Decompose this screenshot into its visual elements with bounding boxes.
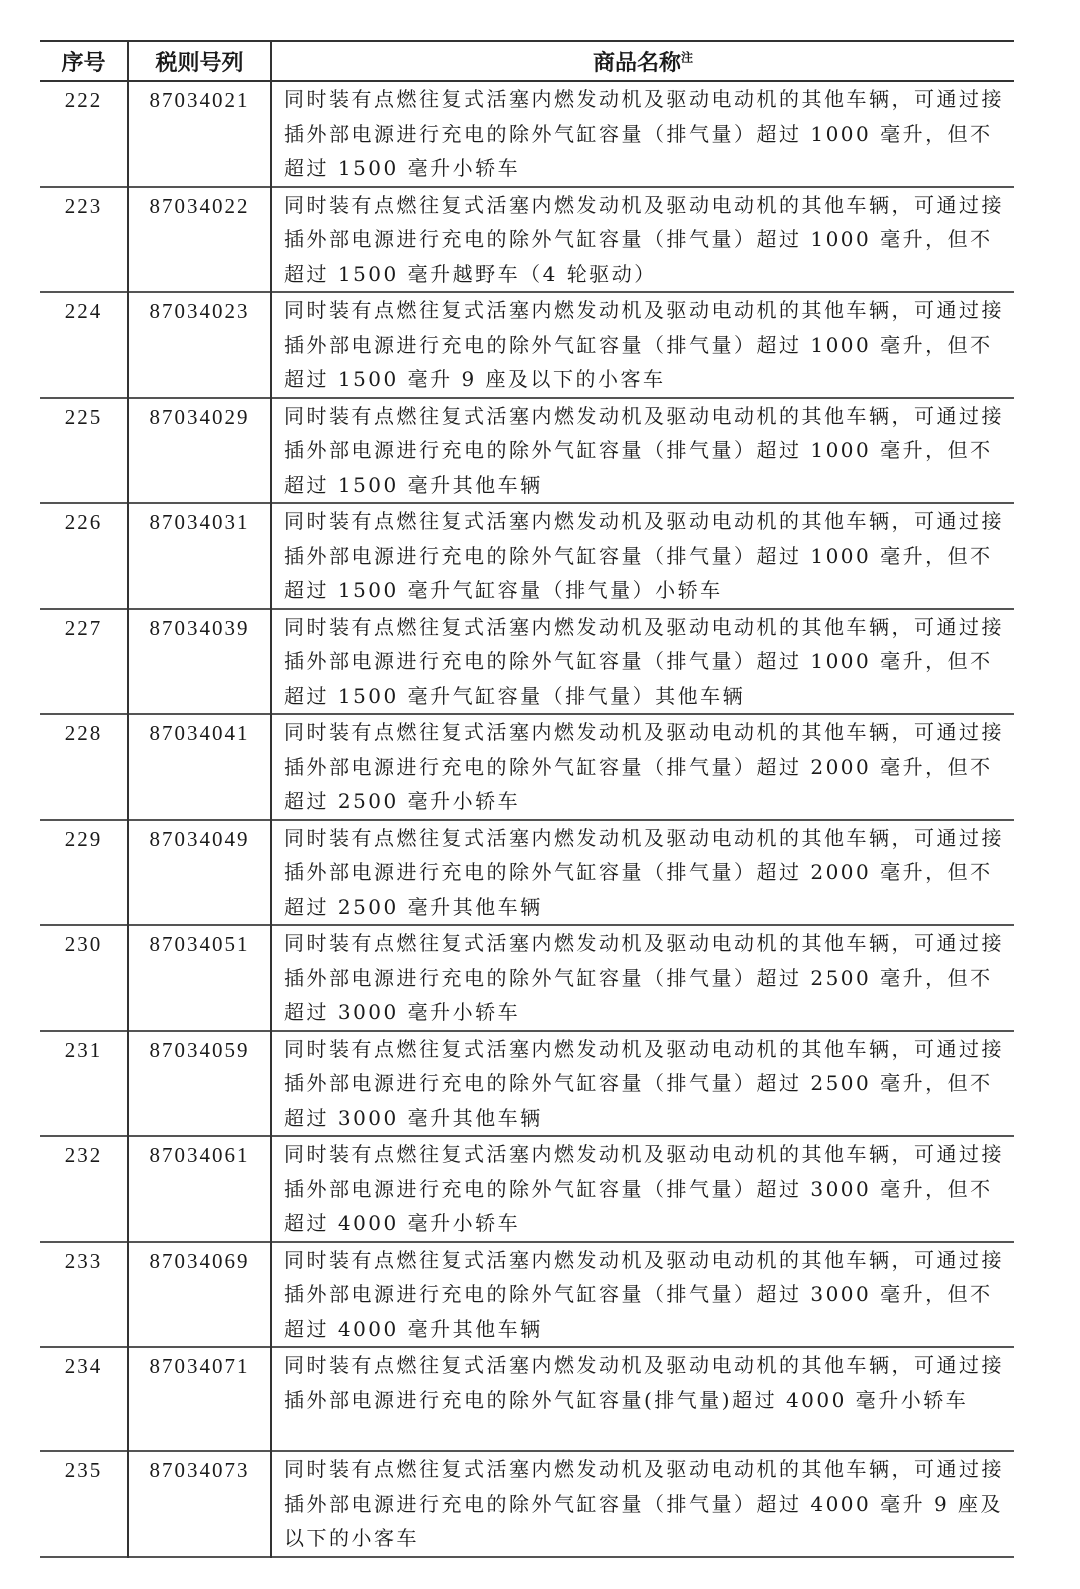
row-desc: 同时装有点燃往复式活塞内燃发动机及驱动电动机的其他车辆，可通过接插外部电源进行充电的除外气缸容量（排气量）超过 1000 毫升，但不超过 1500 毫升气缸容量（排气量）小轿车 xyxy=(271,503,1014,609)
header-row xyxy=(40,41,1014,81)
table-row xyxy=(40,292,1014,398)
row-seq: 226 xyxy=(64,510,103,534)
table-row xyxy=(40,1451,1014,1557)
table-header xyxy=(40,41,1014,81)
header-name-label: 商品名称 xyxy=(592,50,681,76)
row-code: 87034031 xyxy=(128,503,271,609)
header-seq: 序号 xyxy=(61,50,106,76)
document-page xyxy=(40,40,1014,1558)
row-seq: 228 xyxy=(64,721,103,745)
row-code: 87034041 xyxy=(128,714,271,820)
row-desc: 同时装有点燃往复式活塞内燃发动机及驱动电动机的其他车辆，可通过接插外部电源进行充电的除外气缸容量（排气量）超过 1000 毫升，但不超过 1500 毫升越野车（4 轮驱动） xyxy=(271,187,1014,293)
row-desc: 同时装有点燃往复式活塞内燃发动机及驱动电动机的其他车辆，可通过接插外部电源进行充电的除外气缸容量（排气量）超过 2500 毫升，但不超过 3000 毫升小轿车 xyxy=(271,925,1014,1031)
row-desc: 同时装有点燃往复式活塞内燃发动机及驱动电动机的其他车辆，可通过接插外部电源进行充电的除外气缸容量（排气量）超过 1000 毫升，但不超过 1500 毫升 9 座及以下的小客车 xyxy=(271,292,1014,398)
table-row xyxy=(40,1136,1014,1242)
row-seq: 230 xyxy=(64,932,103,956)
row-seq: 234 xyxy=(64,1354,103,1378)
row-seq: 223 xyxy=(64,193,103,218)
row-code: 87034039 xyxy=(128,609,271,715)
table-row xyxy=(40,609,1014,715)
row-desc: 同时装有点燃往复式活塞内燃发动机及驱动电动机的其他车辆，可通过接插外部电源进行充电的除外气缸容量（排气量）超过 3000 毫升，但不超过 4000 毫升小轿车 xyxy=(271,1136,1014,1242)
row-code: 87034061 xyxy=(128,1136,271,1242)
row-desc: 同时装有点燃往复式活塞内燃发动机及驱动电动机的其他车辆，可通过接插外部电源进行充电的除外气缸容量（排气量）超过 1000 毫升，但不超过 1500 毫升气缸容量（排气量）其他车辆 xyxy=(271,609,1014,715)
row-seq: 229 xyxy=(64,826,103,851)
row-seq: 224 xyxy=(64,299,103,323)
row-seq: 233 xyxy=(64,1248,103,1273)
row-code: 87034071 xyxy=(128,1347,271,1451)
row-seq: 231 xyxy=(64,1037,103,1062)
row-code: 87034069 xyxy=(128,1242,271,1348)
table-body xyxy=(40,81,1014,1557)
row-desc: 同时装有点燃往复式活塞内燃发动机及驱动电动机的其他车辆，可通过接插外部电源进行充电的除外气缸容量（排气量）超过 3000 毫升，但不超过 4000 毫升其他车辆 xyxy=(271,1242,1014,1348)
table-row xyxy=(40,1347,1014,1451)
table-row xyxy=(40,1242,1014,1348)
table-row xyxy=(40,1031,1014,1137)
row-desc: 同时装有点燃往复式活塞内燃发动机及驱动电动机的其他车辆，可通过接插外部电源进行充电的除外气缸容量（排气量）超过 2000 毫升，但不超过 2500 毫升小轿车 xyxy=(271,714,1014,820)
header-code: 税则号列 xyxy=(128,41,271,81)
row-seq: 222 xyxy=(64,88,103,112)
header-name xyxy=(271,41,1014,81)
row-code: 87034073 xyxy=(128,1451,271,1557)
row-seq: 232 xyxy=(64,1143,103,1167)
header-name-note: 注 xyxy=(681,50,694,65)
row-seq: 225 xyxy=(64,404,103,429)
row-code: 87034049 xyxy=(128,820,271,926)
tariff-table xyxy=(40,40,1014,1558)
table-row xyxy=(40,820,1014,926)
row-seq: 227 xyxy=(64,615,103,640)
row-seq: 235 xyxy=(64,1458,103,1482)
row-desc: 同时装有点燃往复式活塞内燃发动机及驱动电动机的其他车辆，可通过接插外部电源进行充电的除外气缸容量（排气量）超过 1000 毫升，但不超过 1500 毫升小轿车 xyxy=(271,81,1014,187)
table-row xyxy=(40,187,1014,293)
row-code: 87034022 xyxy=(128,187,271,293)
row-code: 87034059 xyxy=(128,1031,271,1137)
row-code: 87034029 xyxy=(128,398,271,504)
row-code: 87034051 xyxy=(128,925,271,1031)
row-code: 87034021 xyxy=(128,81,271,187)
row-desc: 同时装有点燃往复式活塞内燃发动机及驱动电动机的其他车辆，可通过接插外部电源进行充电的除外气缸容量（排气量）超过 4000 毫升 9 座及以下的小客车 xyxy=(271,1451,1014,1557)
table-row xyxy=(40,714,1014,820)
table-row xyxy=(40,398,1014,504)
row-desc: 同时装有点燃往复式活塞内燃发动机及驱动电动机的其他车辆，可通过接插外部电源进行充电的除外气缸容量(排气量)超过 4000 毫升小轿车 xyxy=(271,1347,1014,1451)
table-row xyxy=(40,81,1014,187)
table-row xyxy=(40,925,1014,1031)
row-desc: 同时装有点燃往复式活塞内燃发动机及驱动电动机的其他车辆，可通过接插外部电源进行充电的除外气缸容量（排气量）超过 2500 毫升，但不超过 3000 毫升其他车辆 xyxy=(271,1031,1014,1137)
row-desc: 同时装有点燃往复式活塞内燃发动机及驱动电动机的其他车辆，可通过接插外部电源进行充电的除外气缸容量（排气量）超过 2000 毫升，但不超过 2500 毫升其他车辆 xyxy=(271,820,1014,926)
table-row xyxy=(40,503,1014,609)
row-code: 87034023 xyxy=(128,292,271,398)
row-desc: 同时装有点燃往复式活塞内燃发动机及驱动电动机的其他车辆，可通过接插外部电源进行充电的除外气缸容量（排气量）超过 1000 毫升，但不超过 1500 毫升其他车辆 xyxy=(271,398,1014,504)
